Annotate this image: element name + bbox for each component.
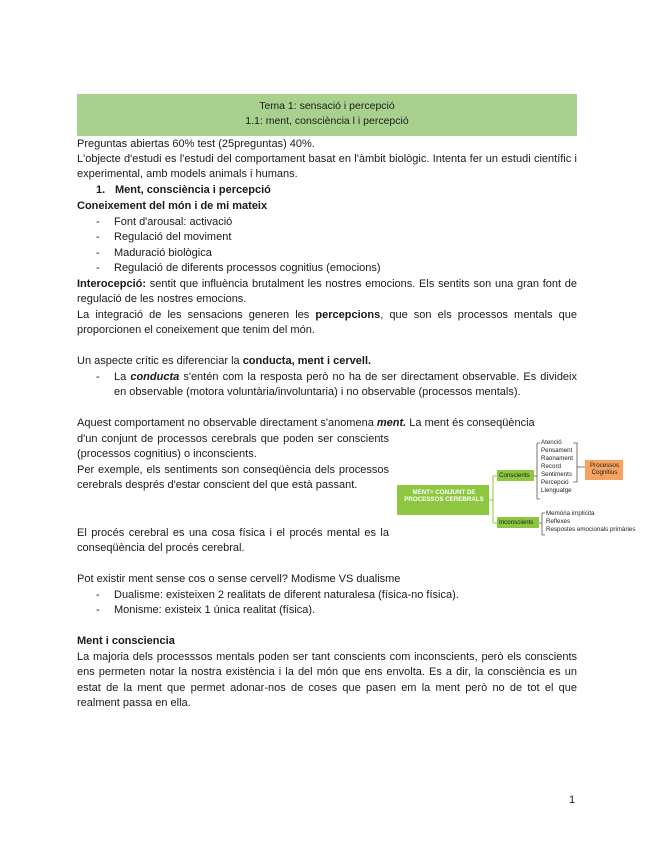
aspecte-paragraph — [77, 354, 371, 369]
diagram-item: Pensament — [541, 447, 573, 454]
interocepcio-paragraph — [77, 277, 577, 308]
diagram-item: Reflexes — [546, 518, 571, 525]
processos-label: Processos Cognitius — [590, 462, 619, 477]
bullet-dash: - — [96, 371, 100, 383]
conscients-bracket — [534, 443, 540, 499]
bullet-dash: - — [96, 604, 100, 616]
section-title: Ment, consciència i percepció — [115, 184, 271, 196]
interocepcio-term: Interocepció: — [77, 278, 147, 290]
integracio-post: , que son els processos mentals que proporcionen el coneixement que tenim del món. — [77, 309, 578, 337]
section-number: 1. — [96, 184, 106, 196]
list-item: Maduració biològica — [114, 247, 212, 259]
ment-pre: Aquest comportament no observable directament s'anomena — [77, 417, 377, 429]
integracio-paragraph — [77, 308, 577, 339]
inconscients-bracket — [539, 513, 545, 535]
object-study-paragraph: L'objecte d'estudi es l'estudi del comportament basat en l'àmbit biològic. Intenta fer un estudi científic i experimental, amb models animals i humans. — [77, 153, 577, 181]
root-branch-line — [489, 476, 497, 523]
conducta-post: s'entén com la resposta però no ha de ser directament observable. Es divideix en observable (motora voluntària/involuntaria) i no observable (processos mentals). — [114, 371, 577, 399]
questions-note: Preguntas abiertas 60% test (25preguntas) 40%. — [77, 138, 315, 150]
list-item: Monisme: existeix 1 única realitat (física). — [114, 604, 316, 616]
dualisme-question: Pot existir ment sense cos o sense cervell? Modisme VS dualisme — [77, 573, 401, 585]
percepcions-term: percepcions — [315, 309, 381, 321]
title-line-1: Tema 1: sensació i percepció — [259, 100, 395, 112]
bullet-dash: - — [96, 231, 100, 243]
list-item: Regulació de diferents processos cognitius (emocions) — [114, 262, 381, 274]
diagram-item: Atenció — [541, 439, 562, 446]
diagram-item: Percepció — [541, 479, 569, 486]
integracio-pre: La integració de les sensacions generen les — [77, 309, 316, 321]
ment-continuation: d'un conjunt de processos cerebrals que poden ser conscients (processos cognitius) o inconscients. — [77, 433, 389, 461]
ment-term: ment. — [376, 417, 407, 429]
consciencia-title: Ment i consciencia — [77, 635, 175, 647]
aspecte-pre: Un aspecte crític es diferenciar la — [77, 355, 243, 367]
conducta-term: conducta — [130, 371, 180, 383]
proces-paragraph: El procés cerebral es una cosa física i el procés mental es la conseqüència del procés cerebral. — [77, 527, 389, 555]
diagram-item: Respostes emocionals primàries — [546, 526, 636, 533]
diagram-item: Raonament — [541, 455, 573, 462]
list-item: Font d'arousal: activació — [114, 216, 233, 228]
conducta-item — [114, 370, 577, 401]
aspecte-term: conducta, ment i cervell. — [242, 355, 372, 367]
ment-post: La ment és conseqüència — [406, 417, 535, 429]
processos-bracket — [573, 443, 585, 482]
section-subtitle: Coneixement del món i de mi mateix — [77, 200, 268, 212]
bullet-dash: - — [96, 247, 100, 259]
diagram-item: Llenguatge — [541, 487, 572, 494]
inconscients-label: Inconscients — [499, 519, 534, 526]
conscients-label: Conscients — [499, 472, 530, 479]
list-item: Regulació del moviment — [114, 231, 232, 243]
bullet-dash: - — [96, 262, 100, 274]
ment-diagram — [397, 437, 655, 543]
diagram-item: Sentiments — [541, 471, 572, 478]
exemple-paragraph: Per exemple, els sentiments son conseqüència dels processos cerebrals després d'estar conscient del que està passant. — [77, 464, 389, 492]
list-item: Dualisme: existeixen 2 realitats de diferent naturalesa (física-no física). — [114, 589, 459, 601]
ment-line — [77, 416, 577, 431]
bullet-dash: - — [96, 216, 100, 228]
title-line-2: 1.1: ment, consciència l i percepció — [245, 115, 409, 127]
root-label: MENT= CONJUNT DE PROCESSOS CEREBRALS — [404, 489, 484, 504]
title-banner — [77, 94, 577, 136]
consciencia-paragraph: La majoria dels processsos mentals poden ser tant conscients com inconscients, però els conscients ens permeten notar la nostra existència i la del món que ens envolta. Es a dir, la consciència es un estat de la ment que permet adonar-nos de coses que pasen em la ment però no de tot el que realment passa en ella. — [77, 651, 577, 710]
interocepcio-text: sentit que influència brutalment les nostres emocions. Els sentits son una gran font de regulació de les nostres emocions. — [77, 278, 577, 306]
diagram-item: Memòria implícita — [546, 510, 595, 517]
conducta-pre: La — [114, 371, 131, 383]
diagram-item: Record — [541, 463, 561, 470]
page-number: 1 — [569, 794, 576, 806]
bullet-dash: - — [96, 589, 100, 601]
